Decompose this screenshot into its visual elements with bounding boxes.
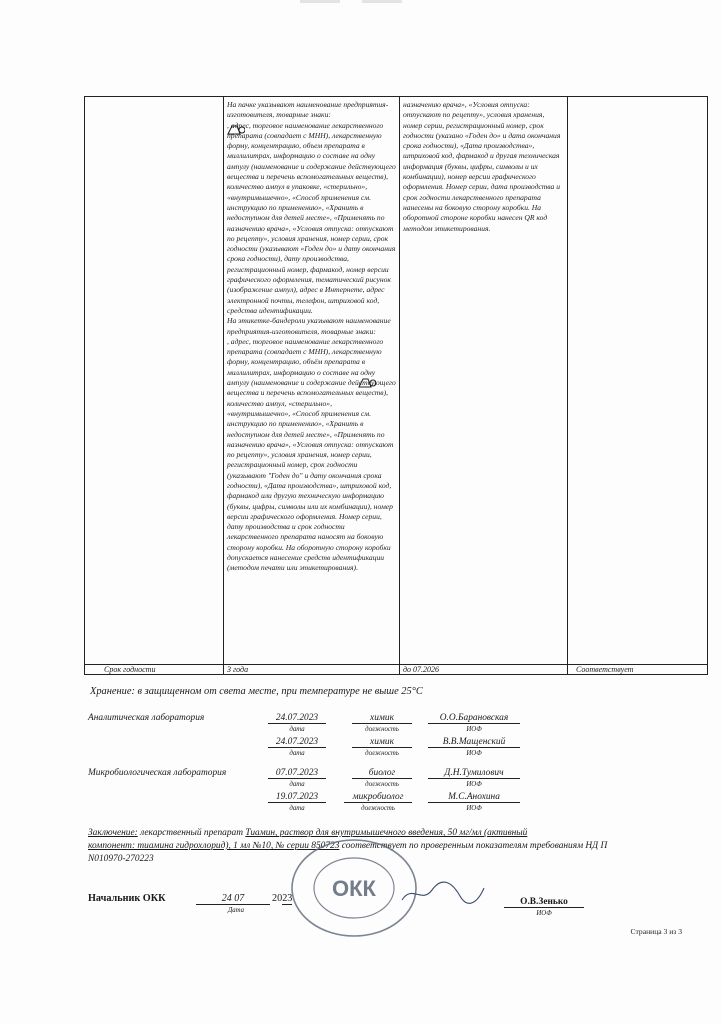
shelf-life-requirement: 3 года <box>227 665 249 674</box>
analytical-position-1: химик <box>352 713 412 724</box>
analytical-lab-label: Аналитическая лаборатория <box>88 713 205 723</box>
conclusion-text-3: требованиям НД П N010970-270223 <box>88 841 608 864</box>
dispensing-pictogram-icon <box>227 124 245 136</box>
storage-text: в защищенном от света месте, при температуре не выше 25°С <box>137 686 423 697</box>
analytical-name-2: В.В.Мащенский <box>428 737 520 748</box>
date-caption: дата <box>289 726 305 733</box>
analytical-position-2: химик <box>352 737 412 748</box>
micro-date-1: 07.07.2023 <box>268 768 326 779</box>
storage-conditions <box>90 686 423 697</box>
handwritten-signature <box>400 880 486 906</box>
chief-date-caption: Дата <box>227 907 245 914</box>
conclusion-text-2: соответствует по проверенным показателям <box>341 841 528 851</box>
micro-position-2: микробиолог <box>344 792 412 803</box>
page-number: Страница 3 из 3 <box>630 927 682 936</box>
micro-name-2: М.С.Анохина <box>428 792 520 803</box>
conclusion-text-1: лекарственный препарат <box>140 828 243 838</box>
micro-name-1: Д.Н.Тумилович <box>428 768 520 779</box>
dispensing-pictogram-icon-2 <box>358 377 376 389</box>
chief-title: Начальник ОКК <box>88 893 166 904</box>
specification-table <box>84 96 708 674</box>
svg-text:ОКК: ОКК <box>332 876 376 901</box>
conclusion-label: Заключение: <box>88 828 138 838</box>
position-caption-3: должность <box>365 781 399 788</box>
chief-date-day-month: 24 07 <box>196 893 270 905</box>
micro-position-1: биолог <box>352 768 412 779</box>
name-caption-4: ИОФ <box>466 805 482 812</box>
storage-label: Хранение: <box>90 686 135 697</box>
position-caption-2: должность <box>365 750 399 757</box>
conclusion-product: Тиамин, раствор для внутримышечного введения, 50 мг/мл (активный <box>245 828 528 838</box>
analytical-name-1: О.О.Барановская <box>428 713 520 724</box>
date-caption-2: дата <box>289 750 305 757</box>
conclusion-component: компонент: тиамина гидрохлорид), 1 мл №10, № серии 850723 <box>88 841 340 851</box>
position-caption: должность <box>365 726 399 733</box>
chief-year-prefix: 20 <box>272 893 283 904</box>
date-caption-4: дата <box>289 805 305 812</box>
chief-year <box>272 893 292 904</box>
micro-lab-label: Микробиологическая лаборатория <box>88 768 227 778</box>
micro-date-2: 19.07.2023 <box>268 792 326 803</box>
shelf-life-label: Срок годности <box>104 665 156 674</box>
chief-name-caption: ИОФ <box>536 910 552 917</box>
chief-name: О.В.Зенько <box>504 897 584 908</box>
name-caption: ИОФ <box>466 726 482 733</box>
shelf-life-actual: до 07.2026 <box>403 665 440 674</box>
position-caption-4: должность <box>361 805 395 812</box>
package-requirements-text: На пачке указывают наименование предприятия-изготовителя, товарные знаки: , адрес, торговое наименование лекарственного препарата (совпадает с МНН), лекарственную форму, концентрацию, объем препарата в миллилитрах, информацию о составе на одну ампулу (наименование и содержание действующего вещества и перечень вспомогательных веществ), количество ампул в упаковке, «стерильно», «внутримышечно», «Способ применения см. инструкцию по применению», «Хранить в недоступном для детей месте», «Применять по назначению врача», «Условия отпуска: отпускают по рецепту», условия хранения, номер серии, срок годности (указывают «Годен до» и дату окончания срока годности), дату производства, регистрационный номер, фармакод, номер версии графического оформления, тематический рисунок (изображение ампул), адрес в Интернете, адрес электронной почты, телефон, штриховой код, средства идентификации. На этикетке-бандероли указывают наименование предприятия-изготовителя, товарные знаки: , адрес, торговое наименование лекарственного препарата (совпадает с МНН), лекарственную форму, концентрацию, объём препарата в миллилитрах, информацию о составе на одну ампулу (наименование и содержание действующего вещества и перечень вспомогательных веществ), количество ампул, «стерильно», «внутримышечно», «Способ применения см. инструкцию по применению», «Хранить в недоступном для детей месте», «Применять по назначению врача», «Условия отпуска: отпускают по рецепту», условия хранения, номер серии, регистрационный номер, срок годности (указывают "Годен до" и дату окончания срока годности), «Дата производства», штриховой код, фармакод или другую техническую информацию (буквы, цифры, символы или их комбинации), номер версии графического оформления. Номер серии, дату производства и срок годности лекарственного препарата наносят на боковую сторону коробки. На оборотную сторону коробки допускается нанесение средств идентификации (методом печати или этикетирования). <box>227 100 396 573</box>
chief-year-suffix: 23 <box>282 893 293 904</box>
name-caption-2: ИОФ <box>466 750 482 757</box>
date-caption-3: дата <box>289 781 305 788</box>
scan-marks <box>300 0 410 6</box>
actual-package-text: назначению врача», «Условия отпуска: отпускают по рецепту», условия хранения, номер серии, регистрационный номер, срок годности (указано «Годен до» и дата окончания срока годности), «Дата производства», штриховой код, фармакод и другая техническая информация (буквы, цифры, символы и их комбинации), номер версии графического оформления. Номер серии, дата производства и срок годности лекарственного препарата нанесены на боковую сторону коробки. На оборотной стороне коробки нанесен QR код методом этикетирования. <box>403 100 561 233</box>
shelf-life-conformity: Соответствует <box>576 665 634 674</box>
name-caption-3: ИОФ <box>466 781 482 788</box>
analytical-date-1: 24.07.2023 <box>268 713 326 724</box>
analytical-date-2: 24.07.2023 <box>268 737 326 748</box>
